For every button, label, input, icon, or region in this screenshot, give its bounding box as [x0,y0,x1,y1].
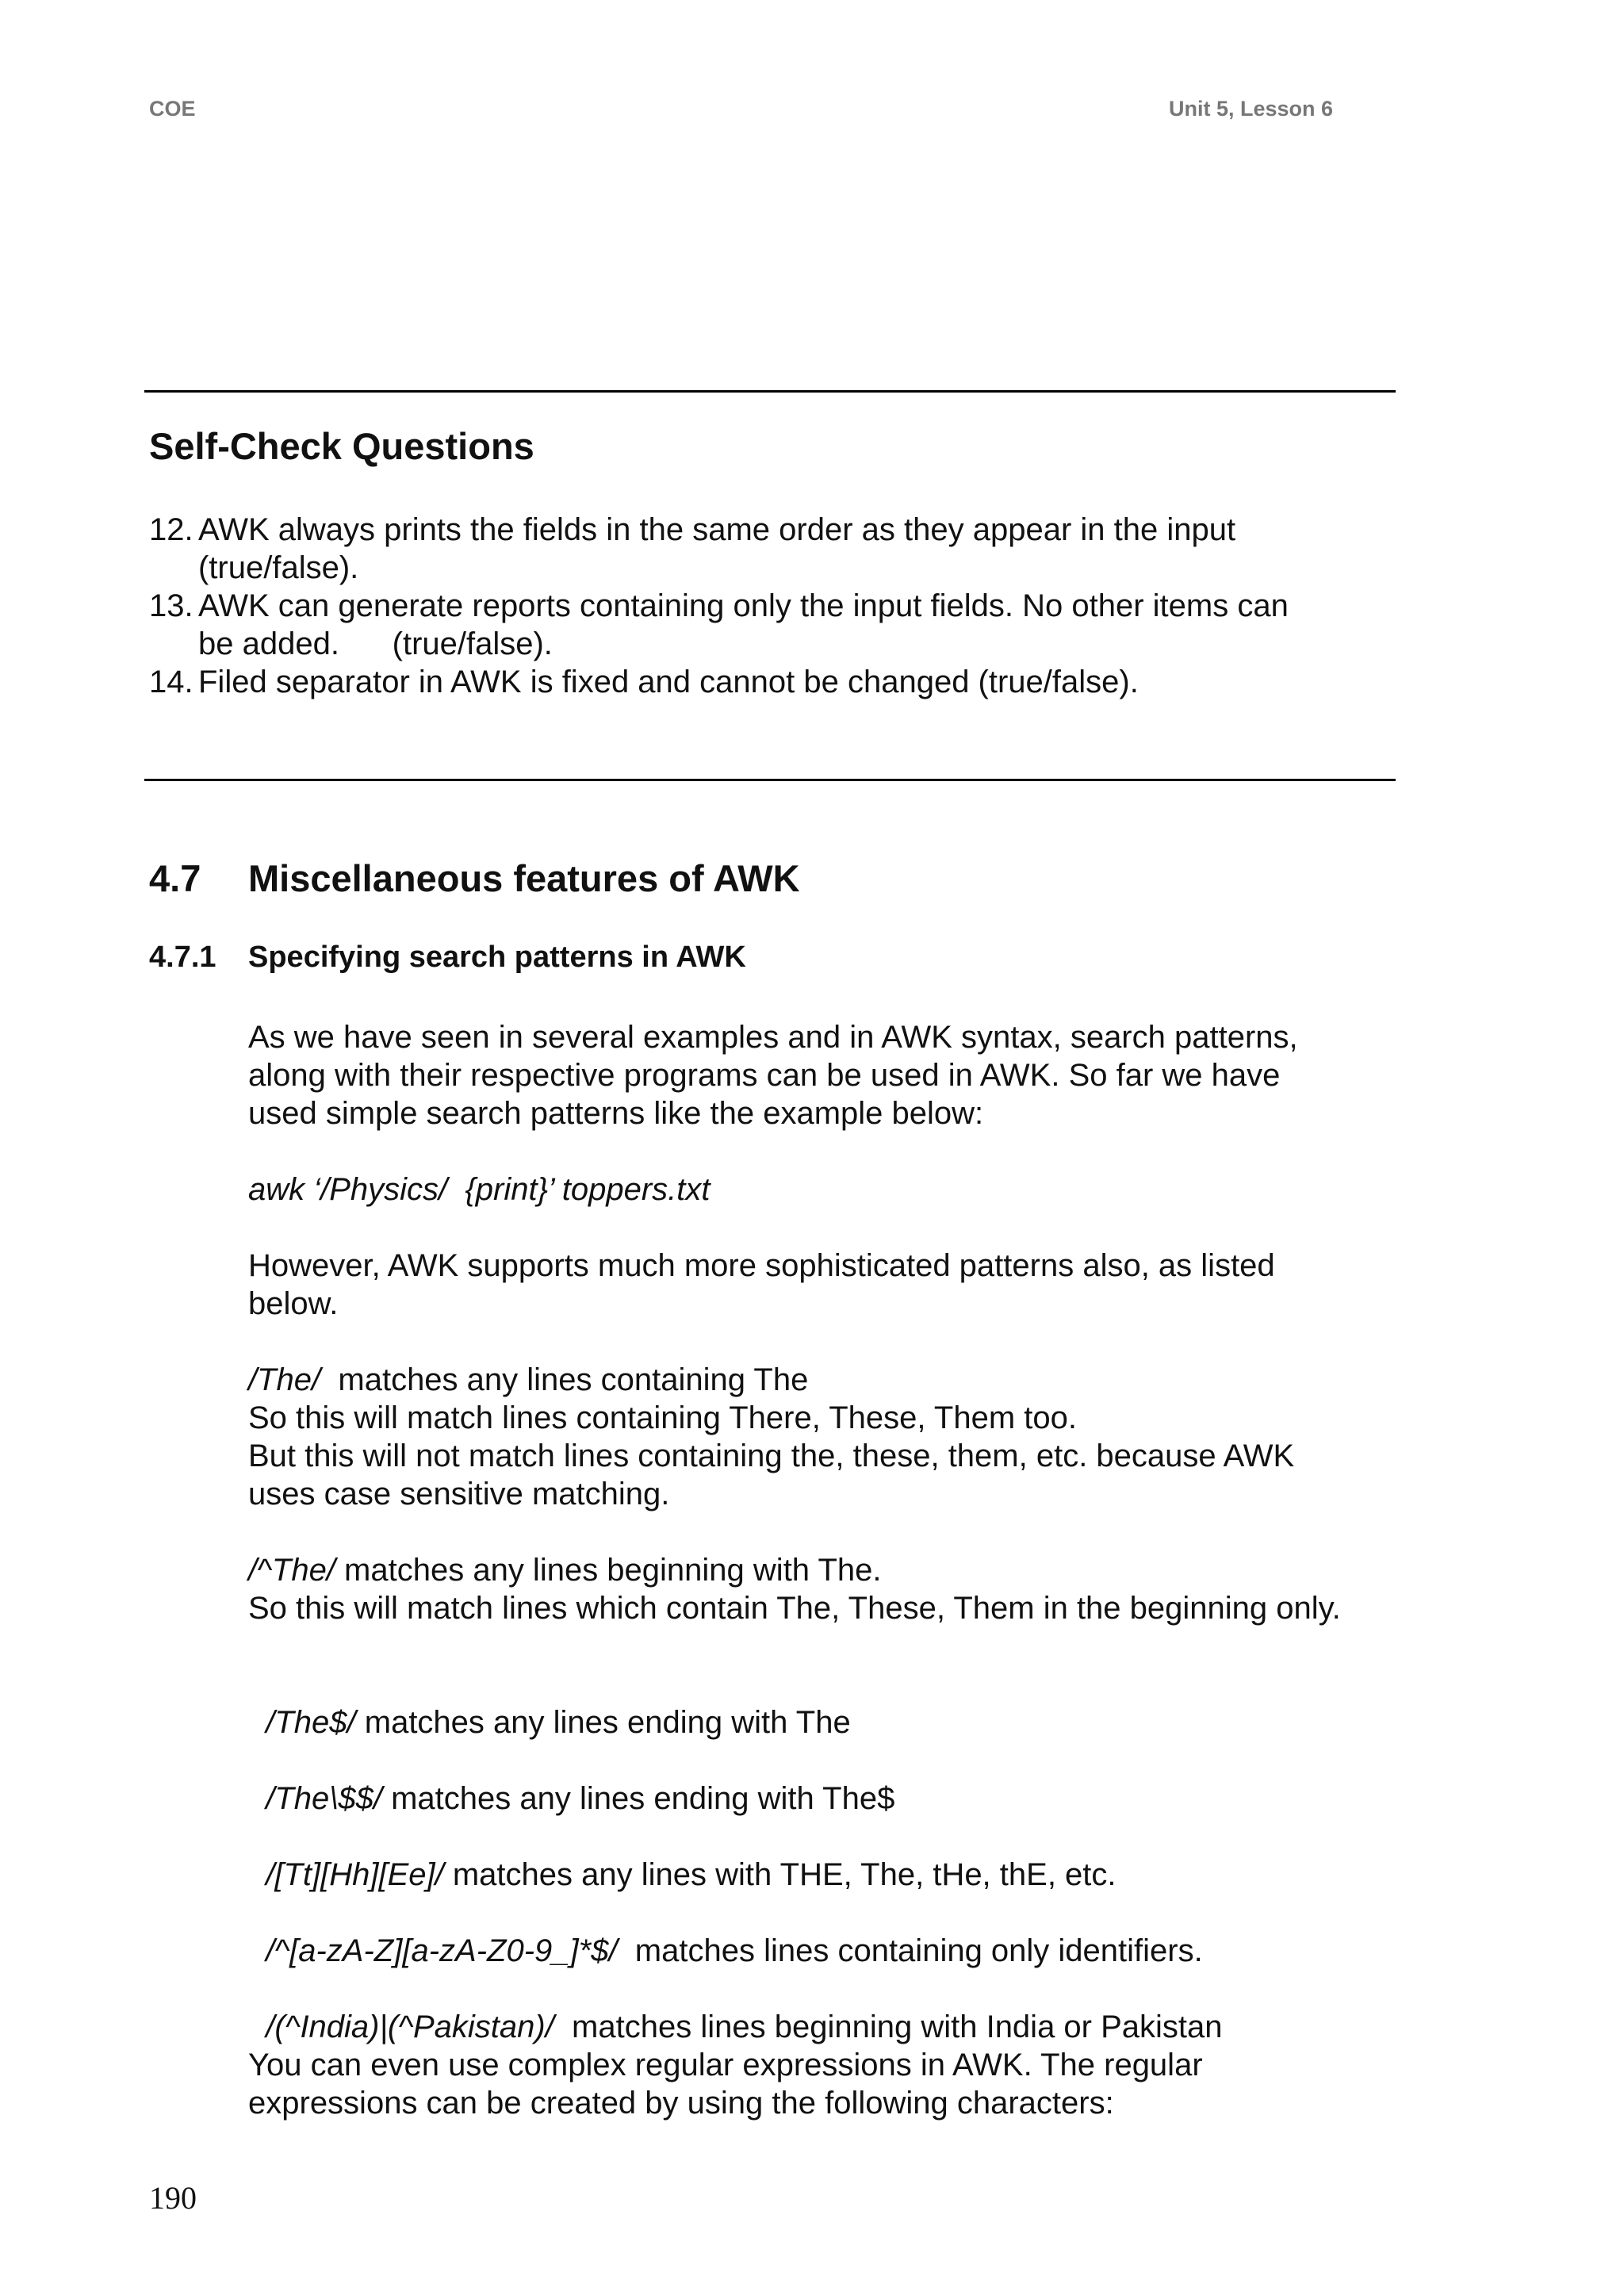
outro-paragraph [248,2046,1414,2122]
text-line: So this will match lines which contain The, These, Them in the beginning only. [248,1591,1341,1626]
pattern-code: /The$/ [266,1705,356,1740]
header-right: Unit 5, Lesson 6 [1169,97,1334,121]
pattern-description: matches any lines beginning with The. [335,1553,882,1588]
pattern-description: matches any lines with THE, The, tHe, thE, etc. [443,1857,1116,1892]
pattern-description: matches any lines containing The [320,1362,809,1397]
text-line: along with their respective programs can be used in AWK. So far we have [248,1058,1281,1093]
question-text-line: (true/false). [198,550,359,585]
subsection-title: Specifying search patterns in AWK [248,941,746,974]
pattern-code: /The\$$/ [266,1781,382,1816]
page-number: 190 [149,2180,197,2216]
question-number: 13. [149,588,193,623]
section-number: 4.7 [149,857,201,899]
question-text-line: Filed separator in AWK is fixed and cannot be changed (true/false). [198,665,1139,699]
pattern-india-pakistan [248,1970,1414,2046]
pattern-begin-the [248,1551,1414,1627]
pattern-code: /^The/ [248,1553,335,1588]
pattern-code: /[Tt][Hh][Ee]/ [266,1857,444,1892]
intro-paragraph [248,1018,1414,1132]
pattern-description: matches any lines ending with The$ [382,1781,895,1816]
top-divider [144,390,1396,393]
pattern-case-insensitive [248,1818,1414,1894]
text-line: You can even use complex regular expressions in AWK. The regular [248,2048,1203,2082]
question-number: 12. [149,512,193,547]
text-line: below. [248,1286,339,1321]
pattern-end-the [248,1665,1414,1741]
pattern-code: /The/ [248,1362,321,1397]
text-line: So this will match lines containing There, These, Them too. [248,1400,1077,1435]
pattern-description: matches any lines ending with The [355,1705,851,1740]
question-text-line: AWK always prints the fields in the same order as they appear in the input [198,512,1236,547]
pattern-the [248,1361,1414,1513]
pattern-code: /(^India)|(^Pakistan)/ [266,2010,554,2044]
question-text-line: be added. (true/false). [198,626,553,661]
bottom-divider [144,779,1396,781]
however-paragraph [248,1247,1414,1323]
pattern-description: matches lines containing only identifiers. [617,1933,1203,1968]
question-text-line: AWK can generate reports containing only the input fields. No other items can [198,588,1289,623]
section-title: Miscellaneous features of AWK [248,857,800,899]
pattern-code: /^[a-zA-Z][a-zA-Z0-9_]*$/ [266,1933,618,1968]
text-line: uses case sensitive matching. [248,1477,670,1511]
text-line: As we have seen in several examples and in AWK syntax, search patterns, [248,1020,1298,1055]
subsection-number: 4.7.1 [149,941,216,974]
text-line: used simple search patterns like the example below: [248,1096,984,1131]
text-line: However, AWK supports much more sophisticated patterns also, as listed [248,1248,1275,1283]
pattern-end-the-dollar [248,1741,1414,1818]
header-left: COE [149,97,196,121]
pattern-description: matches lines beginning with India or Pakistan [553,2010,1223,2044]
text-line: But this will not match lines containing the, these, them, etc. because AWK [248,1439,1295,1473]
pattern-identifiers [248,1894,1414,1970]
self-check-title: Self-Check Questions [149,425,534,467]
question-number: 14. [149,665,193,699]
example-command: awk ‘/Physics/ {print}’ toppers.txt [248,1172,710,1207]
text-line: expressions can be created by using the following characters: [248,2086,1114,2121]
